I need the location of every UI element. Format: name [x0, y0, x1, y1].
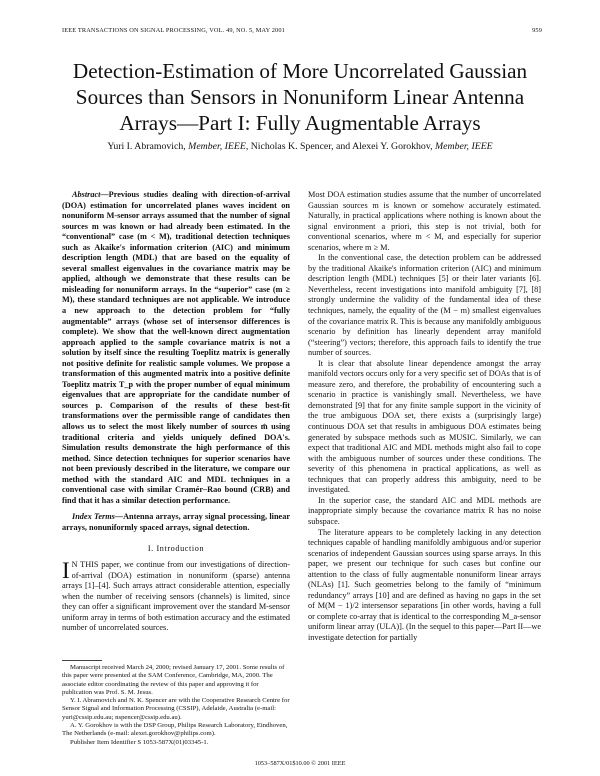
footnote-rule — [62, 660, 102, 661]
title-line-1: Detection-Estimation of More Uncorrelated Gaussian — [72, 59, 528, 83]
author-3-role: Member, IEEE — [435, 141, 493, 152]
body-paragraph-2: In the conventional case, the detection problem can be addressed by the traditional Akaike's information criterion (AIC) and minimum description length (MDL) techniques [5] or their later variants [6]. Nevertheless, recent investigations into manifold ambiguity [7], [8] strongly undermine the validity of the fundamental idea of these techniques, namely, the equality of the (M − m) smallest eigenvalues of the covariance matrix R. This is because any manifoldly ambiguous scenario by definition has linearly dependent array manifold (“steering”) vectors; therefore, this approach fails to identify the true number of sources. — [308, 253, 541, 358]
author-line — [30, 141, 570, 152]
index-terms-lead: Index Terms— — [72, 512, 124, 522]
footnotes — [62, 660, 290, 747]
copyright-line: 1053–587X/01$10.00 © 2001 IEEE — [254, 760, 346, 767]
abstract — [62, 190, 290, 506]
body-paragraph-5: The literature appears to be completely lacking in any detection techniques capable of handling manifoldly ambiguous and/or superior scenarios of independent Gaussian sources using sparse arrays. In this paper, we present our technique for such cases but confine our attention to the class of fully augmentable nonuniform linear arrays (NLAs) [1]. Such geometries belong to the family of “minimum redundancy” arrays [10] and are defined as having no gaps in the set of M(M − 1)/2 intersensor separations [in other words, having a full or complete co-array that is identical to the corresponding M_a-sensor uniform linear array (ULA)]. (In the sequel to this paper—Part II—we investigate detection for partially — [308, 527, 541, 642]
title-line-3: Arrays—Part I: Fully Augmentable Arrays — [119, 111, 481, 135]
section-heading: I. Introduction — [147, 543, 205, 553]
author-1-role: Member, IEEE — [188, 141, 246, 152]
right-column — [308, 190, 541, 644]
left-column — [62, 190, 290, 634]
title-line-2: Sources than Sensors in Nonuniform Linear Antenna — [75, 85, 525, 109]
abstract-lead: Abstract— — [72, 190, 109, 199]
intro-paragraph — [62, 560, 290, 634]
body-paragraph-4: In the superior case, the standard AIC and MDL methods are inappropriate simply because the covariance matrix R has no noise subspace. — [308, 495, 541, 526]
index-terms-text: Antenna arrays, array signal processing, linear arrays, nonuniformly spaced arrays, signal detection. — [62, 512, 290, 532]
page-number: 959 — [532, 27, 542, 34]
footnote-affiliation-1: Y. I. Abramovich and N. K. Spencer are with the Cooperative Research Centre for Sensor Signal and Information Processing (CSSIP), Adelaide, Australia (e-mail: yuri@cssip.edu.au; nspencer@cssip.edu.au). — [62, 697, 290, 721]
footnote-identifier: Publisher Item Identifier S 1053-587X(01)03345-1. — [70, 738, 209, 746]
running-head — [62, 27, 542, 34]
body-paragraph-3: It is clear that absolute linear dependence amongst the array manifold vectors occurs only for a very specific set of DOAs that is of measure zero, and therefore, the probability of encountering such a scenario in practice is vanishingly small. Nevertheless, we have demonstrated [9] that for any finite sample support in the vicinity of the true ambiguous DOA set, there exists a (surprisingly large) continuous DOA set that results in ambiguous DOA estimates being generated by subspace methods such as MUSIC. Similarly, we can expect that traditional AIC and MDL methods might also fail to cope with the ambiguous number of sources under these conditions. The severity of this phenomena in practical applications, as well as techniques that can properly address this ambiguity, need to be investigated. — [308, 358, 541, 495]
paper-title — [30, 58, 570, 136]
abstract-text: Previous studies dealing with direction-of-arrival (DOA) estimation for uncorrelated planes waves incident on nonuniform M-sensor arrays assumed that the number of signal sources m was known or had already been estimated. In the “conventional” case (m < M), traditional detection techniques such as Akaike's information criterion (AIC) and minimum description length (MDL) that are based on the equality of several smallest eigenvalues in the covariance matrix may be applied, although we demonstrate that these results can be misleading for nonuniform arrays. In the “superior” case (m ≥ M), these standard techniques are not applicable. We introduce a new approach to the detection problem for “fully augmentable” arrays (whose set of intersensor differences is complete). We show that the well-known direct augmentation approach applied to the sample covariance matrix is not a solution by itself since the resulting Toeplitz matrix is generally not positive definite for realistic sample volumes. We propose a transformation of this augmented matrix into a positive definite Toeplitz matrix T_p with the proper number of equal minimum eigenvalues that are appropriate for the candidate number of sources p. Comparison of the results of these best-fit transformations over the permissible range of candidates then allows us to select the most likely number of sources m̂ using traditional criteria and yields uniquely defined DOA's. Simulation results demonstrate the high performance of this method. Since detection techniques for superior scenarios have not been previously described in the literature, we compare our method with the standard AIC and MDL techniques in a conventional case with similar Cramér–Rao bound (CRB) and find that it has a similar detection performance. — [62, 190, 290, 505]
footnote-manuscript: Manuscript received March 24, 2000; revised January 17, 2001. Some results of this paper were presented at the SAM Conference, Cambridge, MA, 2000. The associate editor coordinating the review of this paper and approving it for publication was Prof. S. M. Jesus. — [62, 664, 285, 696]
index-terms — [62, 512, 290, 533]
drop-cap: I — [62, 558, 70, 584]
footnote-affiliation-2: A. Y. Gorokhov is with the DSP Group, Philips Research Laboratory, Eindhoven, The Netherlands (e-mail: alexei.gorokhov@philips.com). — [62, 722, 288, 738]
body-paragraph-1: Most DOA estimation studies assume that the number of uncorrelated Gaussian sources m is known or somehow accurately estimated. Naturally, in practical applications where nothing is known about the signal environment a priori, this step is not trivial, both for conventional scenarios, where m < M, and especially for superior scenarios, where m ≥ M. — [308, 190, 541, 252]
author-2-3: , Nicholas K. Spencer, and Alexei Y. Gorokhov, — [245, 141, 433, 152]
journal-citation: IEEE TRANSACTIONS ON SIGNAL PROCESSING, VOL. 49, NO. 5, MAY 2001 — [62, 27, 285, 34]
author-1: Yuri I. Abramovich, — [107, 141, 186, 152]
intro-text: N THIS paper, we continue from our investigations of direction-of-arrival (DOA) estimation in nonuniform (sparse) antenna arrays [1]–[4]. Such arrays attract considerable attention, especially when the number of receiving sensors (channels) is limited, since they can offer a significant improvement over the standard M-sensor uniform array in terms of both estimation accuracy and the estimated number of uncorrelated sources. — [62, 560, 290, 633]
